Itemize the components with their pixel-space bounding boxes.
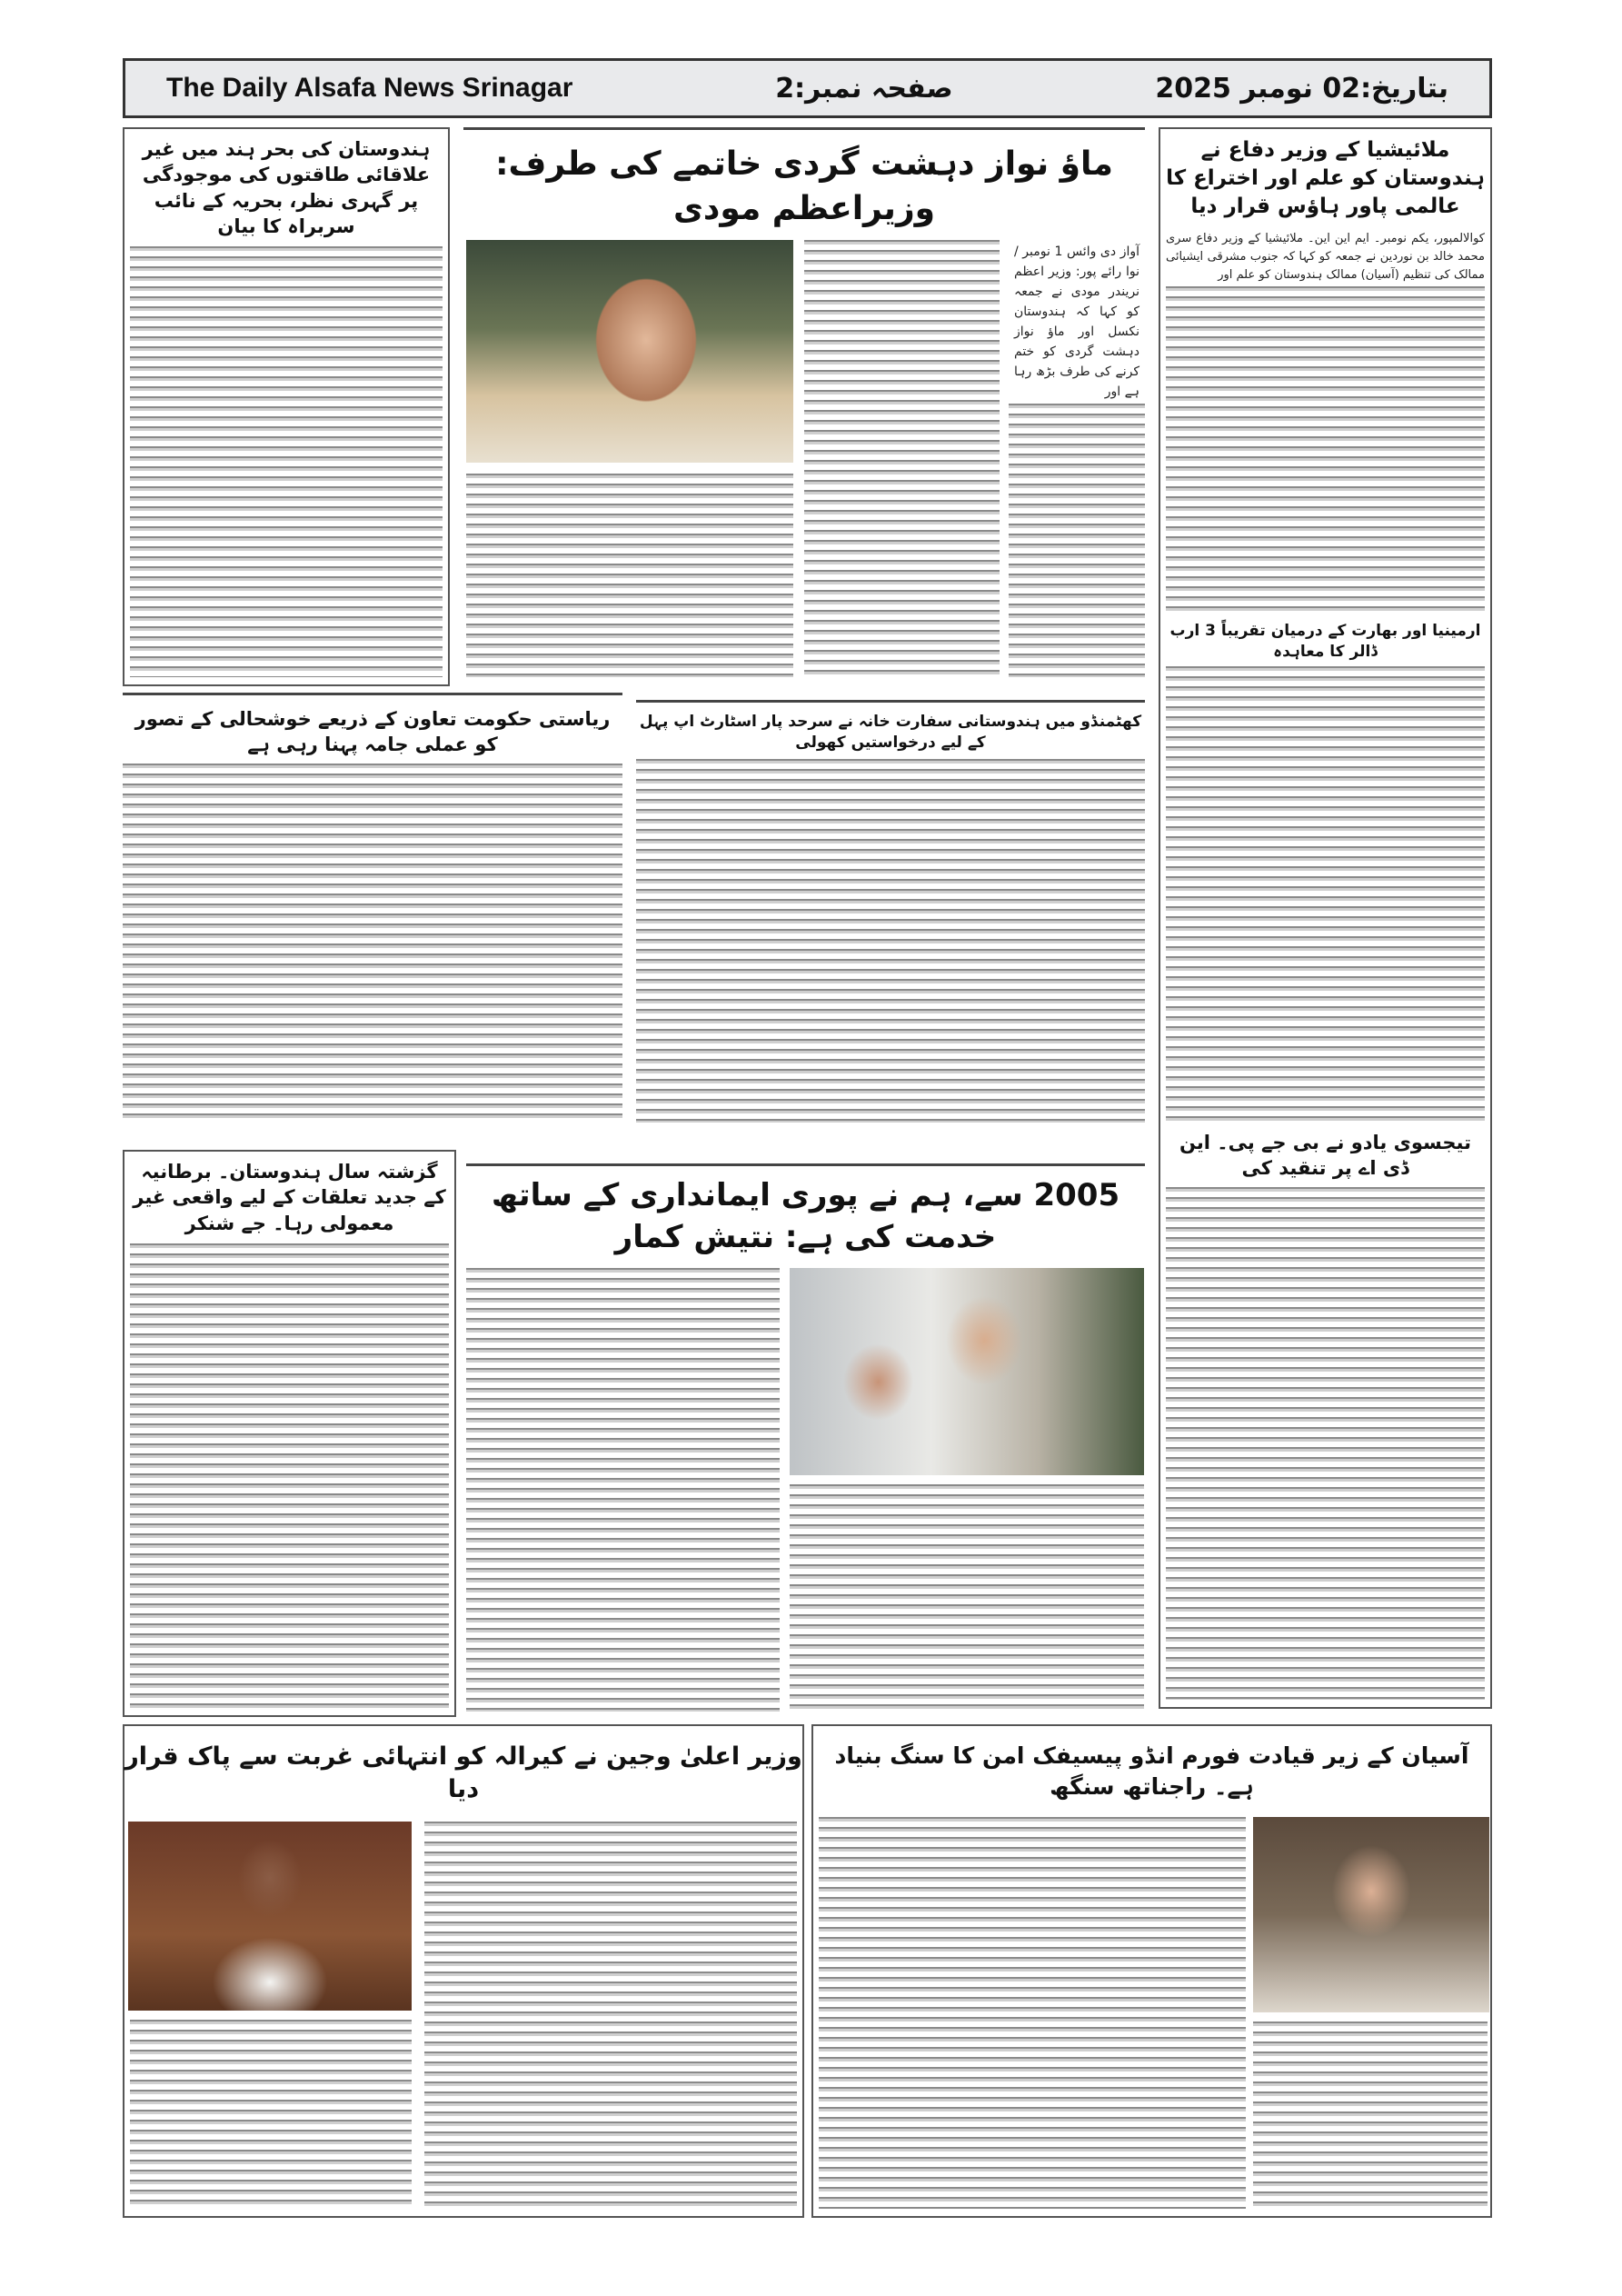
headline: گزشتہ سال ہندوستان۔ برطانیہ کے جدید تعلقات کے لیے واقعی غیر معمولی رہا۔ جے شنکر: [130, 1152, 449, 1243]
right-column: [1159, 127, 1492, 1709]
article-lead: کوالالمپور، یکم نومبر۔ ایم این این۔ ملائیشیا کے وزیر دفاع سری محمد خالد بن نوردین نے جمعہ کو کہا کہ جنوب مشرقی ایشیائی ممالک کی تنظیم (آسیان) ممالک ہندوستان کو علم اور: [1166, 228, 1485, 286]
headline: آسیان کے زیر قیادت فورم انڈو پیسیفک امن کا سنگ بنیاد ہے۔ راجناتھ سنگھ: [813, 1726, 1490, 1817]
article-armenia: [1166, 614, 1485, 1121]
article-cooperative: [123, 693, 622, 1123]
article-kathmandu: [636, 700, 1145, 1123]
article-lead: آواز دی وائس 1 نومبر / نوا رائے پور: وزیر اعظم نریندر مودی نے جمعہ کو کہا کہ ہندوستان نکسل اور ماؤ نواز دہشت گردی کو ختم کرنے کی طرف بڑھ رہا ہے اور: [1009, 240, 1145, 404]
article-body: [424, 1822, 797, 2209]
rajnath-photo: [1253, 1817, 1489, 2012]
article-body: [466, 474, 793, 677]
article-body: [1166, 1187, 1485, 1700]
article-body: [1253, 2021, 1488, 2210]
article-tejashwi: [1166, 1121, 1485, 1700]
headline: وزیر اعلیٰ وجین نے کیرالہ کو انتہائی غربت سے پاک قرار دیا: [124, 1726, 802, 1822]
article-kerala: [123, 1724, 804, 2218]
headline: کھٹمنڈو میں ہندوستانی سفارت خانہ نے سرحد پار اسٹارٹ اپ پہل کے لیے درخواستیں کھولی: [636, 703, 1145, 759]
article-body: [466, 1268, 780, 1712]
headline: تیجسوی یادو نے بی جے پی۔ این ڈی اے پر تنقید کی: [1166, 1121, 1485, 1187]
headline: ماؤ نواز دہشت گردی خاتمے کی طرف: وزیراعظم مودی: [463, 130, 1145, 240]
article-body: [819, 1817, 1246, 2210]
article-body: [130, 2020, 412, 2209]
article-asean: [811, 1724, 1492, 2218]
page-number: صفحہ نمبر:2: [775, 72, 953, 105]
masthead: [123, 58, 1492, 118]
nitish-photo: [790, 1268, 1144, 1475]
newspaper-title: The Daily Alsafa News Srinagar: [166, 73, 573, 103]
article-body: [804, 240, 1000, 677]
lead-column: [1009, 240, 1145, 677]
article-uk: [123, 1150, 456, 1717]
vijayan-photo: [128, 1822, 412, 2011]
article-body: [636, 759, 1145, 1123]
article-navy: [123, 127, 450, 686]
article-body: [1166, 286, 1485, 614]
modi-photo: [466, 240, 793, 463]
article-body: [130, 1243, 449, 1708]
issue-date: بتاریخ:02 نومبر 2025: [1155, 72, 1448, 105]
headline: ملائیشیا کے وزیر دفاع نے ہندوستان کو علم اور اختراع کا عالمی پاور ہاؤس قرار دیا: [1166, 129, 1485, 228]
article-nitish: [466, 1163, 1145, 1717]
headline: ہندوستان کی بحر ہند میں غیر علاقائی طاقتوں کی موجودگی پر گہری نظر، بحریہ کے نائب سربراہ کا بیان: [130, 129, 443, 246]
headline: ریاستی حکومت تعاون کے ذریعے خوشحالی کے تصور کو عملی جامہ پہنا رہی ہے: [123, 695, 622, 764]
article-body: [790, 1484, 1144, 1712]
article-malaysia: [1166, 129, 1485, 614]
article-body: [1009, 404, 1145, 677]
article-body: [1166, 666, 1485, 1121]
article-body: [123, 764, 622, 1123]
headline: ارمینیا اور بھارت کے درمیان تقریباً 3 ارب ڈالر کا معاہدہ: [1166, 614, 1485, 666]
article-body: [130, 246, 443, 677]
headline: 2005 سے، ہم نے پوری ایمانداری کے ساتھ خدمت کی ہے: نتیش کمار: [466, 1166, 1145, 1268]
article-modi: [463, 127, 1145, 686]
